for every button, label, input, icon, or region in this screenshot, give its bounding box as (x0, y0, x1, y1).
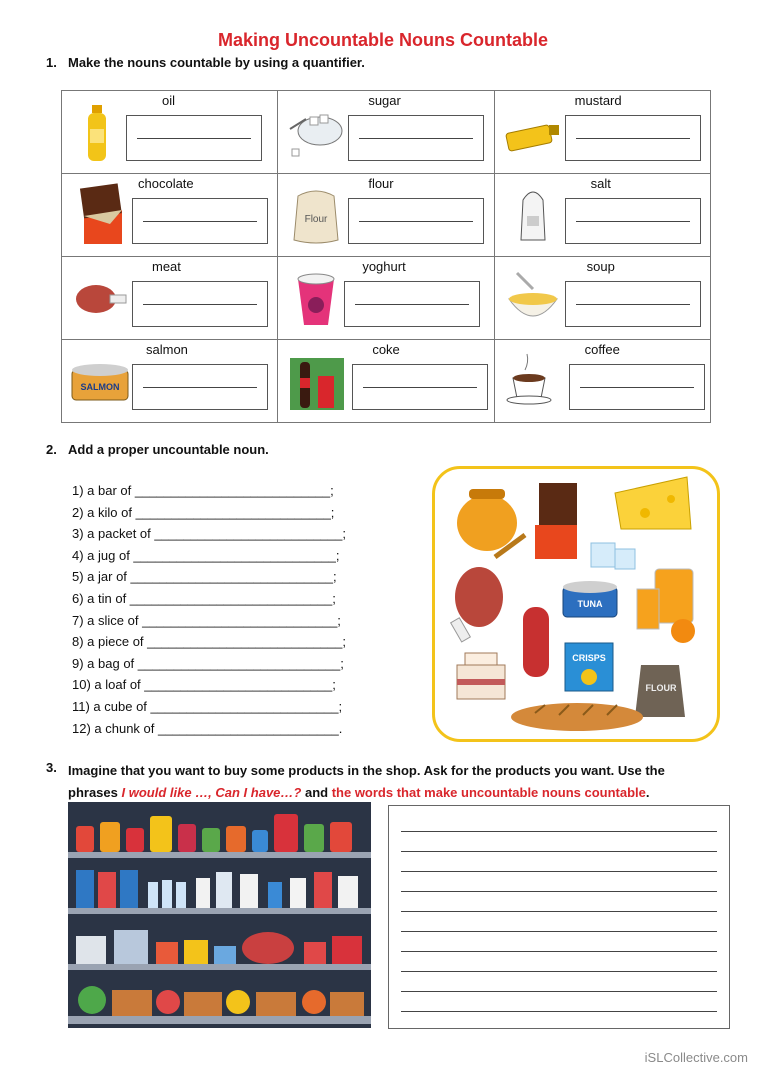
food-collage-image (435, 469, 717, 739)
answer-box[interactable] (352, 364, 488, 410)
meat-icon (70, 265, 130, 329)
cell-label: salmon (146, 342, 188, 357)
cell-meat (62, 257, 278, 340)
answer-box[interactable] (126, 115, 262, 161)
section3-phrases: I would like …, Can I have…? (121, 785, 302, 800)
flour-bag-label: Flour (304, 214, 328, 225)
mustard-tube-icon (503, 99, 563, 163)
salmon-can-icon (70, 348, 130, 412)
answer-box[interactable] (348, 115, 484, 161)
cell-yoghurt (278, 257, 494, 340)
answer-box[interactable] (565, 115, 701, 161)
soup-bowl-icon (503, 265, 563, 329)
ice-cube-icon (591, 543, 635, 569)
section3-heading (46, 760, 68, 775)
salmon-can-label: SALMON (80, 382, 120, 392)
salt-shaker-icon (503, 182, 563, 246)
list-item[interactable]: 6) a tin of ____________________________; (72, 590, 336, 606)
shop-shelf-image (68, 802, 371, 1028)
cell-salt (494, 174, 710, 257)
section1-number: 1. (46, 55, 57, 70)
answer-writing-box[interactable] (388, 805, 730, 1029)
section3-and: and (301, 785, 332, 800)
cell-label: coffee (584, 342, 620, 357)
crisps-label: CRISPS (572, 653, 606, 663)
food-illustration-panel (432, 466, 720, 742)
page-title: Making Uncountable Nouns Countable (217, 30, 548, 50)
salami-icon (523, 607, 549, 677)
list-item[interactable]: 12) a chunk of _________________________. (72, 720, 343, 736)
list-item[interactable]: 11) a cube of __________________________; (72, 698, 343, 714)
answer-box[interactable] (348, 198, 484, 244)
cell-label: coke (372, 342, 400, 357)
coffee-cup-icon (503, 348, 563, 412)
cell-salmon (62, 340, 278, 423)
yoghurt-cup-icon (286, 265, 346, 329)
cell-coffee (494, 340, 710, 423)
tuna-label: TUNA (577, 599, 603, 609)
answer-box[interactable] (132, 281, 268, 327)
answer-box[interactable] (565, 281, 701, 327)
cell-label: yoghurt (362, 259, 406, 274)
section3-red-text: the words that make uncountable nouns countable (331, 785, 646, 800)
cell-label: chocolate (138, 176, 194, 191)
section2-number: 2. (46, 442, 57, 457)
cell-label: mustard (574, 93, 622, 108)
packages-row (76, 930, 362, 964)
list-item[interactable]: 8) a piece of ___________________________; (72, 634, 346, 650)
sugar-bowl-icon (286, 99, 346, 163)
section1-heading (46, 55, 365, 70)
answer-box[interactable] (344, 281, 480, 327)
jars-row (76, 814, 352, 852)
quantifier-list (72, 480, 346, 739)
list-item[interactable]: 7) a slice of ___________________________; (72, 612, 341, 628)
honey-pot-icon (457, 489, 525, 557)
cell-label: sugar (368, 93, 401, 108)
cell-soup (494, 257, 710, 340)
ham-icon (451, 567, 503, 642)
oil-bottle-icon (70, 99, 130, 163)
tuna-can-icon (563, 581, 617, 617)
cell-chocolate (62, 174, 278, 257)
cell-label: soup (586, 259, 615, 274)
cell-label: oil (162, 93, 176, 108)
cell-label: meat (152, 259, 181, 274)
produce-row (78, 986, 364, 1016)
flour-label: FLOUR (645, 683, 677, 693)
bottles-row (76, 870, 358, 908)
list-item[interactable]: 4) a jug of ____________________________; (72, 547, 340, 563)
bread-loaf-icon (511, 703, 643, 731)
chocolate-bar-icon (535, 483, 577, 559)
list-item[interactable]: 1) a bar of ___________________________; (72, 483, 334, 498)
section3-instruction (68, 760, 718, 804)
cell-sugar (278, 91, 494, 174)
cell-oil (62, 91, 278, 174)
chocolate-bar-icon (70, 182, 130, 246)
cell-label: flour (368, 176, 394, 191)
list-item[interactable]: 10) a loaf of __________________________; (72, 677, 336, 693)
crisps-bag-icon (565, 643, 613, 691)
cell-label: salt (590, 176, 611, 191)
cell-mustard (494, 91, 710, 174)
nouns-table (61, 90, 711, 423)
flour-bag-icon (286, 182, 346, 246)
footer-watermark: iSLCollective.com (644, 1050, 748, 1065)
section1-instruction: Make the nouns countable by using a quantifier. (68, 55, 365, 70)
coke-bottle-icon (286, 348, 346, 412)
cake-icon (457, 653, 505, 699)
answer-box[interactable] (569, 364, 705, 410)
cheese-icon (615, 477, 691, 529)
list-item[interactable]: 3) a packet of __________________________; (72, 526, 346, 542)
section3-end: . (645, 785, 650, 800)
orange-juice-icon (637, 569, 695, 643)
cell-flour (278, 174, 494, 257)
cell-coke (278, 340, 494, 423)
shelf-illustration (68, 802, 371, 1028)
answer-box[interactable] (132, 198, 268, 244)
list-item[interactable]: 9) a bag of ____________________________; (72, 655, 344, 671)
section3-number: 3. (46, 760, 57, 775)
flour-sack-icon (635, 665, 685, 717)
section2-instruction: Add a proper uncountable noun. (68, 442, 269, 457)
list-item[interactable]: 2) a kilo of ___________________________; (72, 504, 335, 520)
answer-box[interactable] (565, 198, 701, 244)
answer-box[interactable] (132, 364, 268, 410)
section2-heading (46, 442, 269, 457)
list-item[interactable]: 5) a jar of ____________________________; (72, 569, 337, 585)
section3-text: Imagine that you want to buy some products in the shop. Ask for the products you want. Use the phrases (68, 763, 665, 800)
